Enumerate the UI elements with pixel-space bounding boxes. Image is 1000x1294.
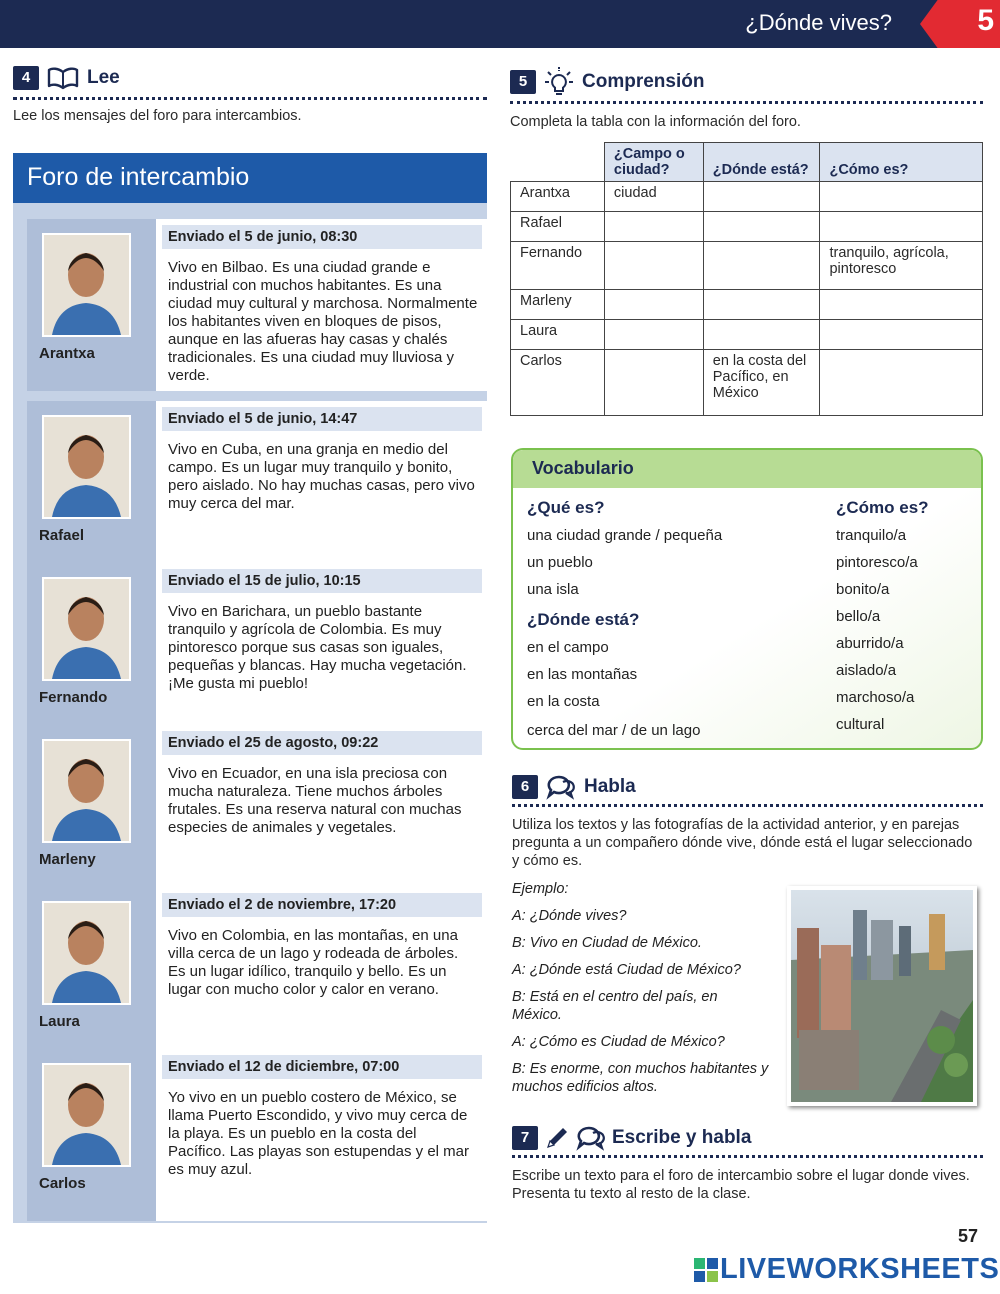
section-5-title: Comprensión bbox=[582, 71, 705, 92]
row-name: Rafael bbox=[511, 212, 605, 242]
post-author: Laura bbox=[39, 1013, 80, 1030]
vocab-que-heading: ¿Qué es? bbox=[527, 498, 605, 517]
cell-donde[interactable] bbox=[703, 212, 820, 242]
table-row bbox=[511, 290, 983, 320]
page-title: ¿Dónde vives? bbox=[745, 10, 892, 35]
post-author: Arantxa bbox=[39, 345, 95, 362]
post-photo-column bbox=[27, 725, 156, 897]
example-line: A: ¿Dónde está Ciudad de México? bbox=[512, 962, 741, 978]
speech-bubble-icon bbox=[546, 774, 576, 800]
section-5-divider bbox=[510, 101, 983, 104]
section-7-divider bbox=[512, 1155, 983, 1158]
vocab-que-item: una isla bbox=[527, 581, 579, 598]
post-date: Enviado el 5 de junio, 14:47 bbox=[162, 407, 482, 431]
section-6-title: Habla bbox=[584, 776, 636, 797]
vocab-que-item: una ciudad grande / pequeña bbox=[527, 527, 723, 544]
speech-bubble-icon bbox=[576, 1125, 606, 1151]
vocab-como-item: marchoso/a bbox=[836, 689, 915, 706]
cell-como[interactable] bbox=[820, 350, 983, 416]
cell-campo[interactable]: ciudad bbox=[604, 182, 703, 212]
post-photo-column bbox=[27, 887, 156, 1059]
cell-como[interactable] bbox=[820, 290, 983, 320]
comprehension-table bbox=[510, 142, 983, 416]
example-line: A: ¿Cómo es Ciudad de México? bbox=[512, 1034, 725, 1050]
section-6-number: 6 bbox=[512, 775, 538, 799]
table-header-row bbox=[511, 143, 983, 182]
post-text: Yo vivo en un pueblo costero de México, se llama Puerto Escondido, y vivo muy cerca de la playa. Es un pueblo en la costa del Pacífico. Las playas son estupendas y el mar es muy azul. bbox=[168, 1089, 469, 1178]
avatar bbox=[42, 577, 131, 681]
forum-post bbox=[27, 563, 473, 735]
example-line: B: Vivo en Ciudad de México. bbox=[512, 935, 702, 951]
section-4-number: 4 bbox=[13, 66, 39, 90]
avatar bbox=[42, 415, 131, 519]
vocab-box bbox=[511, 448, 983, 750]
section-7-title: Escribe y habla bbox=[612, 1127, 752, 1148]
forum-title: Foro de intercambio bbox=[13, 153, 487, 203]
vocab-donde-heading: ¿Dónde está? bbox=[527, 610, 640, 629]
post-photo-column bbox=[27, 1049, 156, 1221]
mexico-city-photo bbox=[787, 886, 977, 1106]
row-name: Carlos bbox=[511, 350, 605, 416]
cell-donde[interactable] bbox=[703, 242, 820, 290]
example-line: B: Está en el centro del país, en México. bbox=[512, 989, 718, 1023]
cell-campo[interactable] bbox=[604, 290, 703, 320]
post-text: Vivo en Colombia, en las montañas, en una villa cerca de un lago y rodeada de árboles. Es un lugar idílico, tranquilo y bello. Es un lugar con mucho color y calor en verano. bbox=[168, 927, 459, 998]
table-row bbox=[511, 320, 983, 350]
section-7-heading bbox=[512, 1125, 751, 1151]
book-icon bbox=[47, 66, 79, 90]
section-5-number: 5 bbox=[510, 70, 536, 94]
header-como: ¿Cómo es? bbox=[820, 143, 983, 182]
post-photo-column bbox=[27, 401, 156, 573]
post-date: Enviado el 25 de agosto, 09:22 bbox=[162, 731, 482, 755]
post-photo-column bbox=[27, 563, 156, 735]
section-4-divider bbox=[13, 97, 487, 100]
forum-post bbox=[27, 401, 473, 573]
cell-campo[interactable] bbox=[604, 350, 703, 416]
section-5-heading bbox=[510, 66, 704, 98]
vocab-como-item: aislado/a bbox=[836, 662, 897, 679]
cell-campo[interactable] bbox=[604, 242, 703, 290]
avatar bbox=[42, 739, 131, 843]
liveworksheets-logo-icon bbox=[694, 1258, 718, 1282]
lightbulb-icon bbox=[544, 66, 574, 98]
vocab-donde-item: en la costa bbox=[527, 693, 600, 710]
vocab-title: Vocabulario bbox=[513, 450, 981, 488]
post-author: Carlos bbox=[39, 1175, 86, 1192]
section-4-heading bbox=[13, 66, 120, 90]
table-row bbox=[511, 182, 983, 212]
forum-post bbox=[27, 219, 478, 391]
cell-como[interactable]: tranquilo, agrícola, pintoresco bbox=[820, 242, 983, 290]
section-6-instruction: Utiliza los textos y las fotografías de la actividad anterior, y en parejas pregunta a un compañero dónde vive, dónde está el lugar seleccionado y cómo es. bbox=[512, 817, 973, 869]
cell-como[interactable] bbox=[820, 320, 983, 350]
vocab-donde-item: cerca del mar / de un lago bbox=[527, 722, 701, 739]
vocab-donde-item: en las montañas bbox=[527, 666, 638, 683]
post-author: Marleny bbox=[39, 851, 96, 868]
example-label: Ejemplo: bbox=[512, 881, 569, 897]
table-row bbox=[511, 242, 983, 290]
header-campo: ¿Campo o ciudad? bbox=[604, 143, 703, 182]
section-4-title: Lee bbox=[87, 67, 120, 88]
forum-post bbox=[27, 887, 473, 1059]
table-corner bbox=[511, 143, 605, 182]
row-name: Fernando bbox=[511, 242, 605, 290]
post-text: Vivo en Barichara, un pueblo bastante tranquilo y agrícola de Colombia. Es muy pintoresco porque sus casas son iguales, pequeñas y blancas. Hay mucha vegetación. ¡Me gusta mi pueblo! bbox=[168, 603, 467, 692]
post-message bbox=[156, 887, 487, 1059]
row-name: Laura bbox=[511, 320, 605, 350]
row-name: Arantxa bbox=[511, 182, 605, 212]
avatar bbox=[42, 1063, 131, 1167]
example-line: A: ¿Dónde vives? bbox=[512, 908, 627, 924]
vocab-como-heading: ¿Cómo es? bbox=[836, 498, 929, 517]
vocab-que-item: un pueblo bbox=[527, 554, 593, 571]
page-number: 57 bbox=[958, 1226, 979, 1246]
row-name: Marleny bbox=[511, 290, 605, 320]
post-date: Enviado el 5 de junio, 08:30 bbox=[162, 225, 482, 249]
post-author: Rafael bbox=[39, 527, 85, 544]
avatar bbox=[42, 901, 131, 1005]
cell-campo[interactable] bbox=[604, 212, 703, 242]
post-message bbox=[156, 1049, 487, 1221]
post-message bbox=[156, 725, 487, 897]
vocab-como-item: bonito/a bbox=[836, 581, 890, 598]
cell-como[interactable] bbox=[820, 212, 983, 242]
liveworksheets-brand: LIVEWORKSHEETS bbox=[720, 1253, 1000, 1285]
vocab-como-item: aburrido/a bbox=[836, 635, 904, 652]
vocab-donde-item: en el campo bbox=[527, 639, 609, 656]
vocab-como-item: pintoresco/a bbox=[836, 554, 918, 571]
cell-donde[interactable]: en la costa del Pacífico, en México bbox=[703, 350, 820, 416]
table-row bbox=[511, 350, 983, 416]
avatar bbox=[42, 233, 131, 337]
pencil-icon bbox=[544, 1125, 570, 1151]
vocab-como-item: cultural bbox=[836, 716, 885, 733]
post-date: Enviado el 15 de julio, 10:15 bbox=[162, 569, 482, 593]
section-7-instruction: Escribe un texto para el foro de intercambio sobre el lugar donde vives. Presenta tu texto al resto de la clase. bbox=[512, 1168, 970, 1202]
post-author: Fernando bbox=[39, 689, 108, 706]
unit-number: 5 bbox=[977, 4, 994, 37]
cell-como[interactable] bbox=[820, 182, 983, 212]
header-donde: ¿Dónde está? bbox=[703, 143, 820, 182]
post-text: Vivo en Ecuador, en una isla preciosa con mucha naturaleza. Tiene muchos árboles frutales. Es una reserva natural con muchas especies de animales y vegetales. bbox=[168, 765, 462, 836]
cell-donde[interactable] bbox=[703, 290, 820, 320]
section-5-instruction: Completa la tabla con la información del foro. bbox=[510, 114, 801, 130]
post-date: Enviado el 12 de diciembre, 07:00 bbox=[162, 1055, 482, 1079]
section-4-instruction: Lee los mensajes del foro para intercambios. bbox=[13, 108, 302, 124]
cell-campo[interactable] bbox=[604, 320, 703, 350]
cell-donde[interactable] bbox=[703, 320, 820, 350]
forum-post bbox=[27, 725, 473, 897]
table-row bbox=[511, 212, 983, 242]
post-date: Enviado el 2 de noviembre, 17:20 bbox=[162, 893, 482, 917]
post-message bbox=[156, 219, 487, 391]
post-text: Vivo en Bilbao. Es una ciudad grande e industrial con muchos habitantes. Es una ciudad muy cultural y marchosa. Normalmente los habitantes viven en bloques de pisos, aunque en las afueras hay casas y chalés tradicionales. Es una ciudad muy lluviosa y verde. bbox=[168, 259, 478, 384]
section-7-number: 7 bbox=[512, 1126, 538, 1150]
vocab-como-item: tranquilo/a bbox=[836, 527, 907, 544]
post-message bbox=[156, 563, 487, 735]
forum-panel bbox=[13, 153, 487, 1223]
example-line: B: Es enorme, con muchos habitantes y muchos edificios altos. bbox=[512, 1061, 769, 1095]
vocab-como-item: bello/a bbox=[836, 608, 881, 625]
post-photo-column bbox=[27, 219, 156, 391]
post-text: Vivo en Cuba, en una granja en medio del campo. Es un lugar muy tranquilo y bonito, pero aislado. No hay muchas casas, pero vivo muy cerca del mar. bbox=[168, 441, 475, 512]
cell-donde[interactable] bbox=[703, 182, 820, 212]
post-message bbox=[156, 401, 487, 573]
section-6-divider bbox=[512, 804, 983, 807]
forum-post bbox=[27, 1049, 473, 1221]
section-6-heading bbox=[512, 774, 636, 800]
